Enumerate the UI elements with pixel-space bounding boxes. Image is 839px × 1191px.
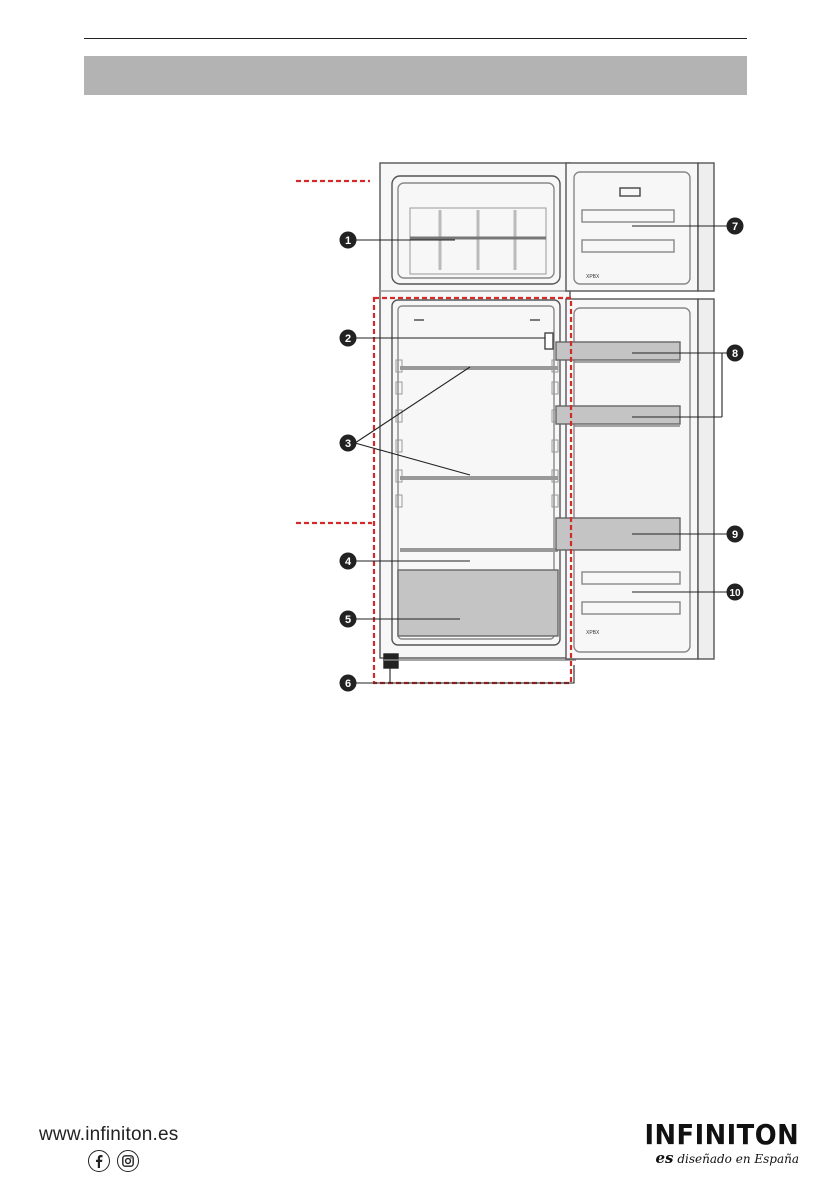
callout-5 — [340, 611, 357, 628]
brand-tag-prefix: es — [655, 1149, 674, 1167]
facebook-icon[interactable] — [88, 1150, 110, 1172]
callout-3 — [340, 435, 357, 452]
callout-1-label: 1 — [344, 235, 352, 247]
door-label-upper: XPBX — [586, 274, 600, 280]
callout-3-label: 3 — [344, 438, 352, 450]
callout-10 — [727, 584, 744, 601]
callout-6 — [340, 675, 357, 692]
callout-6-label: 6 — [344, 678, 352, 690]
callout-8 — [727, 345, 744, 362]
fridge-doors — [556, 163, 714, 659]
callout-7 — [727, 218, 744, 235]
website-link[interactable]: www.infiniton.es — [39, 1124, 179, 1145]
callout-2 — [340, 330, 357, 347]
callout-8-label: 8 — [731, 348, 739, 360]
callout-7-label: 7 — [731, 221, 739, 233]
callout-9-label: 9 — [731, 529, 739, 541]
brand-logo — [631, 1118, 799, 1167]
brand-tag-rest: diseñado en España — [673, 1152, 799, 1166]
callout-2-label: 2 — [344, 333, 352, 345]
instagram-icon[interactable] — [117, 1150, 139, 1172]
callout-9 — [727, 526, 744, 543]
callout-5-label: 5 — [344, 614, 352, 626]
brand-name: INFINITON — [644, 1118, 799, 1151]
callout-10-label: 10 — [729, 588, 741, 599]
callout-1 — [340, 232, 357, 249]
brand-tagline — [631, 1149, 799, 1167]
door-label-lower: XPBX — [586, 630, 600, 636]
callout-4 — [340, 553, 357, 570]
fridge-cabinet — [380, 163, 576, 668]
callout-4-label: 4 — [344, 556, 352, 568]
